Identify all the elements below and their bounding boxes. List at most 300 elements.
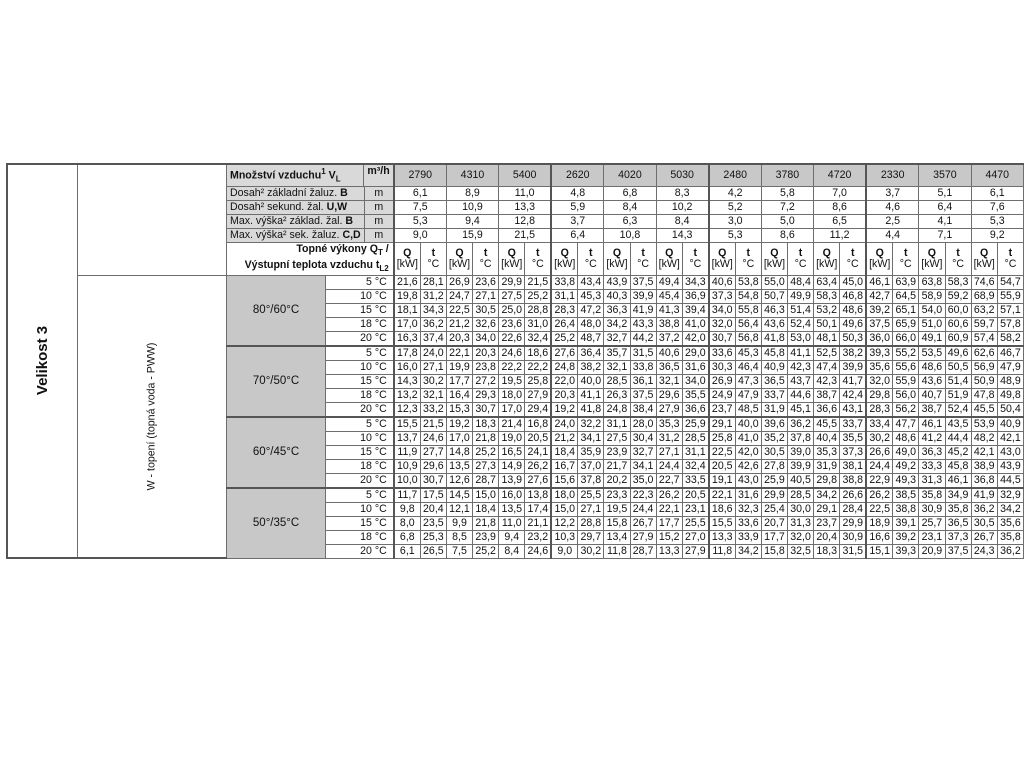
data-cell: 17,0	[499, 402, 525, 417]
data-cell: 15,8	[604, 516, 630, 530]
data-cell: 40,5	[788, 473, 814, 488]
col-header-t-label: t	[850, 246, 855, 259]
spec-label	[227, 164, 394, 186]
col-header-t-unit: °C	[637, 257, 650, 270]
data-cell: 59,7	[971, 317, 997, 331]
data-cell: 15,2	[656, 530, 682, 544]
data-cell: 26,7	[971, 530, 997, 544]
spec-value: 9,0	[394, 228, 447, 242]
data-cell: 74,6	[971, 275, 997, 289]
data-cell: 39,1	[893, 516, 919, 530]
data-cell: 29,9	[499, 275, 525, 289]
spec-value: 10,8	[604, 228, 656, 242]
data-cell: 23,1	[919, 530, 945, 544]
data-cell: 24,6	[499, 346, 525, 361]
col-header-t-unit: °C	[584, 257, 597, 270]
spec-value: 4310	[446, 164, 498, 186]
col-header-q-label: Q	[455, 246, 464, 259]
data-cell: 27,1	[656, 445, 682, 459]
data-cell: 32,6	[473, 317, 499, 331]
col-header-q	[604, 242, 630, 275]
data-cell: 40,9	[997, 417, 1023, 432]
data-cell: 33,8	[551, 275, 578, 289]
data-cell: 43,7	[788, 374, 814, 388]
col-header-q-unit: [kW]	[763, 257, 786, 270]
data-cell: 30,5	[473, 303, 499, 317]
spec-value: 6,8	[604, 186, 656, 200]
data-cell: 32,2	[578, 417, 604, 432]
col-header-q-unit: [kW]	[501, 257, 523, 270]
data-cell: 13,7	[394, 431, 421, 445]
data-cell: 37,8	[578, 473, 604, 488]
data-cell: 27,1	[473, 289, 499, 303]
spec-value: 8,4	[604, 200, 656, 214]
data-cell: 63,4	[814, 275, 840, 289]
col-header-t	[735, 242, 761, 275]
data-cell: 42,7	[866, 289, 893, 303]
data-cell: 6,8	[394, 530, 421, 544]
data-cell: 19,8	[394, 289, 421, 303]
data-cell: 55,9	[997, 289, 1023, 303]
data-cell: 47,4	[814, 360, 840, 374]
side-label-cell	[78, 275, 227, 558]
data-cell: 50,4	[997, 402, 1023, 417]
spec-unit: m	[364, 201, 393, 214]
data-cell: 13,3	[656, 544, 682, 558]
data-cell: 23,6	[499, 317, 525, 331]
spec-label	[227, 214, 394, 228]
data-cell: 40,0	[735, 417, 761, 432]
spec-value: 5,0	[761, 214, 813, 228]
data-cell: 62,6	[971, 346, 997, 361]
data-cell: 27,1	[420, 360, 446, 374]
data-cell: 45,5	[971, 402, 997, 417]
data-cell: 18,4	[473, 502, 499, 516]
data-cell: 44,5	[997, 473, 1023, 488]
data-cell: 16,7	[551, 459, 578, 473]
col-header-q	[551, 242, 578, 275]
data-cell: 40,0	[578, 374, 604, 388]
data-cell: 32,7	[630, 445, 656, 459]
data-cell: 26,3	[604, 388, 630, 402]
data-cell: 63,9	[893, 275, 919, 289]
data-cell: 30,9	[919, 502, 945, 516]
data-cell: 34,0	[473, 331, 499, 346]
spec-value: 5,3	[971, 214, 1023, 228]
data-cell: 44,4	[945, 431, 971, 445]
data-cell: 35,8	[945, 502, 971, 516]
data-cell: 23,7	[814, 516, 840, 530]
data-cell: 18,4	[551, 445, 578, 459]
data-cell: 46,8	[840, 289, 866, 303]
data-cell: 35,6	[997, 516, 1023, 530]
data-cell: 21,2	[446, 317, 472, 331]
data-cell: 23,3	[604, 488, 630, 503]
size-label: Velikost 3	[34, 325, 52, 395]
col-header-q	[394, 242, 421, 275]
spec-value: 5,3	[709, 228, 762, 242]
inlet-temp-label: 10 °C	[326, 360, 394, 374]
data-cell: 49,6	[945, 346, 971, 361]
spec-value: 5,2	[709, 200, 762, 214]
data-cell: 28,4	[840, 502, 866, 516]
data-cell: 18,3	[814, 544, 840, 558]
data-cell: 39,9	[630, 289, 656, 303]
data-cell: 28,5	[788, 488, 814, 503]
data-cell: 43,6	[919, 374, 945, 388]
data-cell: 30,4	[630, 431, 656, 445]
col-header-t	[420, 242, 446, 275]
col-header-t-unit: °C	[846, 257, 859, 270]
data-cell: 22,2	[525, 360, 551, 374]
data-cell: 21,5	[420, 417, 446, 432]
spec-value: 5,9	[551, 200, 604, 214]
data-cell: 56,4	[735, 317, 761, 331]
data-cell: 43,1	[840, 402, 866, 417]
data-cell: 32,9	[997, 488, 1023, 503]
data-cell: 58,3	[814, 289, 840, 303]
inlet-temp-label: 5 °C	[326, 275, 394, 289]
data-cell: 7,5	[446, 544, 472, 558]
spec-value: 5,3	[394, 214, 447, 228]
data-cell: 21,7	[604, 459, 630, 473]
data-cell: 18,3	[473, 417, 499, 432]
spec-value: 6,1	[971, 186, 1023, 200]
data-cell: 39,2	[893, 530, 919, 544]
data-cell: 26,2	[866, 488, 893, 503]
data-cell: 27,9	[682, 544, 708, 558]
col-header-q-unit: [kW]	[448, 257, 471, 270]
data-cell: 26,6	[866, 445, 893, 459]
data-cell: 17,7	[761, 530, 787, 544]
data-cell: 24,4	[866, 459, 893, 473]
data-cell: 36,8	[971, 473, 997, 488]
spec-value: 9,4	[446, 214, 498, 228]
data-cell: 48,7	[578, 331, 604, 346]
data-cell: 20,9	[919, 544, 945, 558]
performance-table	[6, 163, 1024, 559]
col-header-q-unit: [kW]	[816, 257, 838, 270]
data-cell: 23,8	[473, 360, 499, 374]
data-cell: 40,6	[656, 346, 682, 361]
data-cell: 46,1	[919, 417, 945, 432]
data-cell: 20,5	[525, 431, 551, 445]
col-header-q-unit: [kW]	[396, 257, 418, 270]
inlet-temp-label: 18 °C	[326, 459, 394, 473]
data-cell: 16,5	[499, 445, 525, 459]
data-cell: 22,9	[866, 473, 893, 488]
data-cell: 30,7	[473, 402, 499, 417]
spec-value: 7,2	[761, 200, 813, 214]
data-cell: 37,5	[866, 317, 893, 331]
data-cell: 21,5	[525, 275, 551, 289]
data-cell: 36,5	[761, 374, 787, 388]
data-cell: 25,2	[551, 331, 578, 346]
data-cell: 39,2	[866, 303, 893, 317]
data-cell: 31,1	[551, 289, 578, 303]
data-cell: 22,3	[630, 488, 656, 503]
spec-value: 7,1	[919, 228, 971, 242]
data-cell: 13,8	[525, 488, 551, 503]
data-cell: 45,3	[735, 346, 761, 361]
data-cell: 24,8	[604, 402, 630, 417]
spec-label-sub: L	[335, 174, 341, 184]
col-header-q	[761, 242, 787, 275]
data-cell: 37,2	[656, 331, 682, 346]
data-cell: 9,8	[394, 502, 421, 516]
data-cell: 38,8	[656, 317, 682, 331]
spec-label-text: Dosah² sekund. žal.	[230, 200, 327, 213]
data-cell: 55,6	[893, 360, 919, 374]
data-cell: 31,1	[604, 417, 630, 432]
data-cell: 12,3	[394, 402, 421, 417]
data-cell: 25,7	[919, 516, 945, 530]
data-cell: 32,1	[604, 360, 630, 374]
data-cell: 30,5	[971, 516, 997, 530]
data-cell: 35,6	[866, 360, 893, 374]
data-cell: 34,1	[630, 459, 656, 473]
data-cell: 20,2	[604, 473, 630, 488]
data-cell: 48,6	[840, 303, 866, 317]
data-cell: 22,5	[709, 445, 736, 459]
data-cell: 36,5	[656, 360, 682, 374]
data-cell: 26,4	[551, 317, 578, 331]
data-cell: 16,8	[525, 417, 551, 432]
data-cell: 11,0	[499, 516, 525, 530]
spec-value: 7,5	[394, 200, 447, 214]
data-cell: 31,1	[682, 445, 708, 459]
data-cell: 38,1	[840, 459, 866, 473]
data-cell: 16,6	[866, 530, 893, 544]
spec-value: 11,2	[814, 228, 867, 242]
data-cell: 35,5	[840, 431, 866, 445]
spec-value: 6,4	[551, 228, 604, 242]
data-cell: 39,9	[788, 459, 814, 473]
data-cell: 54,0	[919, 303, 945, 317]
data-cell: 25,2	[525, 289, 551, 303]
data-cell: 54,7	[997, 275, 1023, 289]
spec-value: 10,9	[446, 200, 498, 214]
size-label-cell	[7, 164, 78, 558]
data-cell: 13,3	[709, 530, 736, 544]
data-cell: 36,2	[997, 544, 1023, 558]
spec-value: 3,7	[551, 214, 604, 228]
col-header-t	[630, 242, 656, 275]
col-header-q	[971, 242, 997, 275]
col-header-q-label: Q	[875, 246, 884, 259]
data-cell: 37,3	[840, 445, 866, 459]
data-cell: 26,5	[420, 544, 446, 558]
data-cell: 66,0	[893, 331, 919, 346]
data-cell: 20,4	[814, 530, 840, 544]
water-temp-label: 80°/60°C	[227, 275, 326, 346]
data-cell: 24,7	[446, 289, 472, 303]
data-cell: 22,2	[499, 360, 525, 374]
col-header-q-label: Q	[822, 246, 831, 259]
col-header-t	[997, 242, 1023, 275]
col-header-t-unit: °C	[531, 257, 544, 270]
data-cell: 32,0	[866, 374, 893, 388]
data-cell: 17,7	[656, 516, 682, 530]
output-header-line2-text: Výstupní teplota vzduchu t	[244, 258, 380, 271]
data-cell: 49,9	[788, 289, 814, 303]
data-cell: 36,5	[945, 516, 971, 530]
data-cell: 13,5	[499, 502, 525, 516]
spec-value: 2,5	[866, 214, 919, 228]
data-cell: 28,3	[551, 303, 578, 317]
data-cell: 32,4	[682, 459, 708, 473]
col-header-t-label: t	[589, 246, 593, 259]
data-cell: 33,9	[735, 530, 761, 544]
spec-value: 6,4	[919, 200, 971, 214]
data-cell: 38,8	[893, 502, 919, 516]
col-header-t	[893, 242, 919, 275]
data-cell: 16,0	[394, 360, 421, 374]
data-cell: 18,0	[499, 388, 525, 402]
data-cell: 65,9	[893, 317, 919, 331]
spec-label-text: Dosah² základní žaluz.	[230, 186, 341, 199]
spec-value: 2790	[394, 164, 447, 186]
data-cell: 24,1	[525, 445, 551, 459]
data-cell: 20,4	[420, 502, 446, 516]
data-cell: 29,8	[866, 388, 893, 402]
data-cell: 28,0	[630, 417, 656, 432]
data-cell: 51,0	[919, 317, 945, 331]
data-cell: 52,5	[814, 346, 840, 361]
data-cell: 42,4	[840, 388, 866, 402]
data-cell: 50,9	[971, 374, 997, 388]
spec-value: 12,8	[499, 214, 552, 228]
data-cell: 39,6	[761, 417, 787, 432]
data-cell: 35,0	[630, 473, 656, 488]
data-cell: 45,8	[945, 459, 971, 473]
data-cell: 19,5	[499, 374, 525, 388]
data-cell: 45,1	[788, 402, 814, 417]
data-cell: 42,1	[997, 431, 1023, 445]
data-cell: 53,5	[919, 346, 945, 361]
data-cell: 42,0	[735, 445, 761, 459]
data-cell: 37,5	[630, 388, 656, 402]
col-header-q	[499, 242, 525, 275]
data-cell: 11,9	[394, 445, 421, 459]
data-cell: 29,8	[814, 473, 840, 488]
data-cell: 15,1	[866, 544, 893, 558]
data-cell: 19,2	[446, 417, 472, 432]
data-cell: 55,0	[761, 275, 787, 289]
data-cell: 18,1	[394, 303, 421, 317]
blank-corner	[78, 164, 227, 275]
data-cell: 16,4	[446, 388, 472, 402]
inlet-temp-label: 5 °C	[326, 417, 394, 432]
output-header-line1-text: Topné výkony Q	[296, 242, 378, 255]
col-header-t-label: t	[483, 246, 488, 259]
data-cell: 23,2	[525, 530, 551, 544]
data-cell: 15,0	[551, 502, 578, 516]
col-header-q	[866, 242, 893, 275]
col-header-q-label: Q	[770, 246, 779, 259]
col-header-t-unit: °C	[794, 257, 807, 270]
data-cell: 31,3	[919, 473, 945, 488]
inlet-temp-label: 15 °C	[326, 374, 394, 388]
spec-value: 5400	[499, 164, 552, 186]
data-cell: 42,6	[735, 459, 761, 473]
data-cell: 25,0	[499, 303, 525, 317]
data-cell: 39,4	[682, 303, 708, 317]
data-cell: 50,3	[840, 331, 866, 346]
data-cell: 48,5	[735, 402, 761, 417]
col-header-q	[709, 242, 736, 275]
data-cell: 27,9	[630, 530, 656, 544]
data-cell: 26,6	[840, 488, 866, 503]
data-cell: 15,3	[446, 402, 472, 417]
col-header-q-label: Q	[927, 246, 937, 259]
data-cell: 38,4	[630, 402, 656, 417]
data-cell: 34,2	[735, 544, 761, 558]
data-cell: 32,5	[788, 544, 814, 558]
data-cell: 9,9	[446, 516, 472, 530]
output-header-line1	[227, 243, 389, 259]
data-cell: 41,2	[919, 431, 945, 445]
data-cell: 9,0	[551, 544, 578, 558]
output-header-line1-tail: /	[382, 242, 389, 255]
data-cell: 8,0	[394, 516, 421, 530]
data-cell: 23,1	[682, 502, 708, 516]
data-cell: 34,9	[945, 488, 971, 503]
data-cell: 33,7	[761, 388, 787, 402]
data-cell: 55,2	[893, 346, 919, 361]
data-cell: 30,7	[709, 331, 736, 346]
data-cell: 29,0	[682, 346, 708, 361]
data-cell: 45,3	[578, 289, 604, 303]
data-cell: 36,3	[919, 445, 945, 459]
data-cell: 35,2	[761, 431, 787, 445]
spec-label-bold: U,W	[326, 200, 348, 213]
data-cell: 34,0	[709, 303, 736, 317]
data-cell: 43,4	[578, 275, 604, 289]
data-cell: 27,9	[525, 388, 551, 402]
data-cell: 26,7	[630, 516, 656, 530]
data-cell: 30,2	[866, 431, 893, 445]
data-cell: 64,5	[893, 289, 919, 303]
data-cell: 48,6	[893, 431, 919, 445]
data-cell: 68,9	[971, 289, 997, 303]
inlet-temp-label: 15 °C	[326, 445, 394, 459]
data-cell: 27,8	[761, 459, 787, 473]
spec-label-sup: 1	[321, 167, 326, 176]
data-cell: 33,6	[709, 346, 736, 361]
data-cell: 36,9	[682, 289, 708, 303]
data-cell: 36,6	[814, 402, 840, 417]
data-cell: 47,9	[997, 360, 1023, 374]
data-cell: 41,9	[630, 303, 656, 317]
data-cell: 54,8	[735, 289, 761, 303]
data-cell: 48,0	[578, 317, 604, 331]
data-cell: 34,1	[578, 431, 604, 445]
data-cell: 38,2	[840, 346, 866, 361]
data-cell: 19,9	[446, 360, 472, 374]
inlet-temp-label: 5 °C	[326, 346, 394, 361]
data-cell: 31,5	[630, 346, 656, 361]
data-cell: 43,9	[997, 459, 1023, 473]
data-cell: 48,9	[997, 374, 1023, 388]
inlet-temp-label: 15 °C	[326, 516, 394, 530]
spec-value: 6,1	[394, 186, 447, 200]
data-cell: 34,2	[814, 488, 840, 503]
col-header-t	[840, 242, 866, 275]
data-cell: 29,1	[814, 502, 840, 516]
data-cell: 17,5	[420, 488, 446, 503]
data-cell: 22,5	[866, 502, 893, 516]
